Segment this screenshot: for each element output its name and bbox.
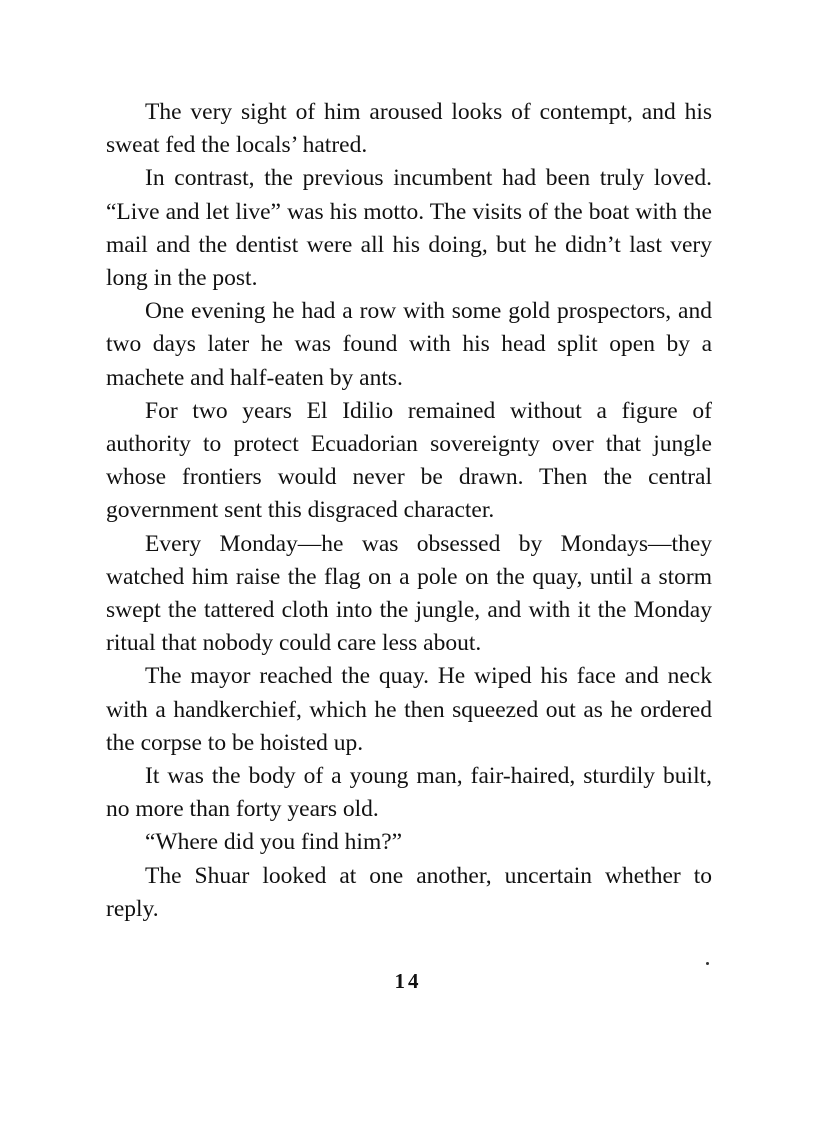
paragraph: Every Monday—he was obsessed by Mondays—they watched him raise the flag on a pole on the quay, until a storm swept the tattered cloth into the jungle, and with it the Monday ritual that nobody could care less about.	[106, 530, 712, 657]
paragraph: For two years El Idilio remained without a figure of authority to protect Ecuadorian sovereignty over that jungle whose frontiers would never be drawn. Then the central government sent this disgraced character.	[106, 397, 712, 524]
paragraph: “Where did you find him?”	[145, 829, 403, 856]
scan-speck	[706, 962, 709, 965]
paragraph: The Shuar looked at one another, uncertain whether to reply.	[106, 862, 712, 922]
paragraph: In contrast, the previous incumbent had been truly loved. “Live and let live” was his motto. The visits of the boat with the mail and the dentist were all his doing, but he didn’t last very long in the post.	[106, 165, 712, 292]
paragraph: One evening he had a row with some gold prospectors, and two days later he was found with his head split open by a machete and half-eaten by ants.	[106, 298, 712, 391]
page-number: 14	[394, 969, 422, 993]
body-text	[106, 96, 712, 926]
paragraph: It was the body of a young man, fair-haired, sturdily built, no more than forty years old.	[106, 763, 712, 823]
paragraph: The mayor reached the quay. He wiped his face and neck with a handkerchief, which he then squeezed out as he ordered the corpse to be hoisted up.	[106, 663, 712, 756]
paragraph: The very sight of him aroused looks of contempt, and his sweat fed the locals’ hatred.	[106, 99, 712, 159]
